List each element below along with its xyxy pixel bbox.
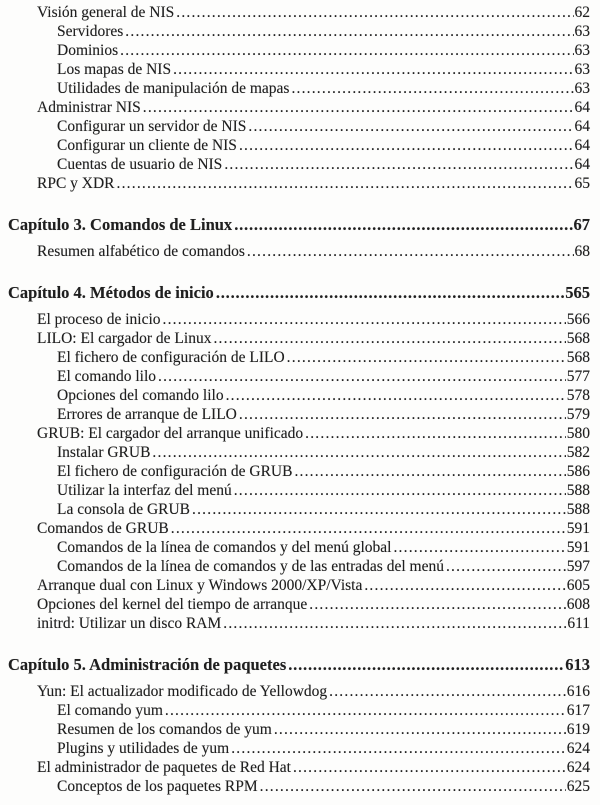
toc-entry-label: La consola de GRUB (57, 501, 191, 518)
toc-leader-dots (260, 777, 566, 796)
toc-entry-label: RPC y XDR (37, 175, 115, 192)
toc-entry-label: Los mapas de NIS (57, 61, 172, 78)
toc-leader-dots (171, 519, 566, 538)
toc-leader-dots (247, 242, 574, 261)
toc-leader-dots (293, 758, 566, 777)
toc-page-number: 617 (566, 702, 590, 719)
toc-leader-dots (291, 79, 573, 98)
toc-page-number: 605 (566, 577, 590, 594)
toc-leader-dots (163, 310, 566, 329)
toc-page-number: 64 (574, 137, 590, 154)
toc-chapter-row (8, 654, 590, 675)
toc-entry-label: Plugins y utilidades de yum (57, 740, 230, 757)
toc-entry-label: Configurar un cliente de NIS (57, 137, 237, 154)
toc-entry-label: Instalar GRUB (57, 444, 151, 461)
toc-page-number: 613 (565, 655, 590, 674)
toc-page-number: 568 (566, 349, 590, 366)
toc-page-number: 64 (574, 118, 590, 135)
toc-leader-dots (305, 424, 566, 443)
toc-page-number: 67 (573, 215, 590, 234)
toc-entry-label: Capítulo 5. Administración de paquetes (8, 655, 287, 674)
toc-leader-dots (288, 654, 564, 675)
toc-row (37, 424, 590, 443)
toc-page-number: 616 (566, 683, 590, 700)
toc-row (57, 117, 590, 136)
toc-entry-label: El comando yum (57, 702, 163, 719)
toc-row (37, 614, 590, 633)
toc-page-number: 586 (566, 463, 590, 480)
toc-entry-label: Yun: El actualizador modificado de Yellowdog (37, 683, 328, 700)
toc-entry-label: Opciones del kernel del tiempo de arranque (37, 596, 308, 613)
toc-row (57, 462, 590, 481)
toc-page-number: 608 (566, 596, 590, 613)
toc-leader-dots (226, 386, 566, 405)
toc-row (57, 41, 590, 60)
toc-entry-label: El administrador de paquetes de Red Hat (37, 759, 291, 776)
toc-entry-label: Resumen alfabético de comandos (37, 243, 245, 260)
toc-entry-label: Capítulo 4. Métodos de inicio (8, 283, 214, 302)
toc-chapter-row (8, 282, 590, 303)
toc-leader-dots (329, 682, 566, 701)
toc-row (37, 682, 590, 701)
toc-page-number: 619 (566, 721, 590, 738)
toc-row (57, 386, 590, 405)
toc-page-number: 578 (566, 387, 590, 404)
toc-leader-dots (143, 98, 574, 117)
toc-entry-label: Resumen de los comandos de yum (57, 721, 272, 738)
toc-entry-label: Conceptos de los paquetes RPM (57, 778, 258, 795)
toc-entry-label: Administrar NIS (37, 99, 141, 116)
toc-page-number: 68 (574, 243, 590, 260)
toc-entry-label: Comandos de la línea de comandos y de las entradas del menú (57, 558, 444, 575)
toc-entry-label: Utilizar la interfaz del menú (57, 482, 232, 499)
toc-row (37, 98, 590, 117)
toc-page-number: 64 (574, 99, 590, 116)
toc-row (37, 595, 590, 614)
toc-entry-label: GRUB: El cargador del arranque unificado (37, 425, 304, 442)
toc-leader-dots (294, 462, 565, 481)
toc-page-number: 62 (574, 4, 590, 21)
toc-leader-dots (446, 557, 566, 576)
toc-entry-label: LILO: El cargador de Linux (37, 330, 212, 347)
toc-row (37, 576, 590, 595)
toc-leader-dots (393, 538, 565, 557)
toc-page-number: 568 (566, 330, 590, 347)
toc-page-number: 566 (566, 311, 590, 328)
table-of-contents (8, 3, 590, 796)
toc-page-number: 624 (566, 740, 590, 757)
toc-chapter-row (8, 214, 590, 235)
toc-entry-label: El proceso de inicio (37, 311, 161, 328)
toc-leader-dots (234, 214, 572, 235)
toc-entry-label: Capítulo 3. Comandos de Linux (8, 215, 233, 234)
toc-page-number: 625 (566, 778, 590, 795)
toc-row (57, 701, 590, 720)
toc-leader-dots (165, 701, 566, 720)
toc-leader-dots (239, 405, 566, 424)
toc-leader-dots (364, 576, 565, 595)
toc-row (57, 60, 590, 79)
toc-entry-label: Dominios (57, 42, 119, 59)
toc-row (57, 720, 590, 739)
toc-entry-label: Servidores (57, 23, 124, 40)
toc-row (57, 136, 590, 155)
toc-leader-dots (152, 443, 565, 462)
toc-page-number: 63 (574, 80, 590, 97)
toc-entry-label: Comandos de la línea de comandos y del menú global (57, 539, 392, 556)
toc-leader-dots (231, 739, 566, 758)
toc-row (57, 557, 590, 576)
toc-row (57, 739, 590, 758)
toc-row (37, 242, 590, 261)
toc-leader-dots (216, 282, 564, 303)
toc-leader-dots (224, 155, 573, 174)
toc-row (57, 348, 590, 367)
toc-row (57, 481, 590, 500)
toc-leader-dots (274, 720, 566, 739)
toc-page-number: 565 (565, 283, 590, 302)
toc-leader-dots (125, 22, 573, 41)
toc-entry-label: Utilidades de manipulación de mapas (57, 80, 290, 97)
toc-page-number: 582 (566, 444, 590, 461)
toc-page-number: 64 (574, 156, 590, 173)
toc-leader-dots (176, 3, 573, 22)
toc-leader-dots (158, 367, 566, 386)
toc-page-number: 63 (574, 23, 590, 40)
toc-row (57, 155, 590, 174)
toc-page-number: 63 (574, 42, 590, 59)
toc-leader-dots (223, 614, 566, 633)
toc-row (37, 329, 590, 348)
toc-leader-dots (120, 41, 573, 60)
toc-entry-label: Comandos de GRUB (37, 520, 169, 537)
toc-page-number: 588 (566, 501, 590, 518)
toc-row (37, 310, 590, 329)
toc-page-number: 65 (574, 175, 590, 192)
toc-entry-label: Visión general de NIS (37, 4, 175, 21)
toc-page-number: 63 (574, 61, 590, 78)
toc-row (57, 79, 590, 98)
toc-row (57, 443, 590, 462)
toc-leader-dots (213, 329, 565, 348)
toc-page-number: 611 (567, 615, 590, 632)
toc-page-number: 580 (566, 425, 590, 442)
toc-leader-dots (173, 60, 573, 79)
toc-entry-label: El fichero de configuración de LILO (57, 349, 285, 366)
toc-row (57, 777, 590, 796)
toc-entry-label: El fichero de configuración de GRUB (57, 463, 293, 480)
toc-row (37, 519, 590, 538)
toc-page-number: 591 (566, 520, 590, 537)
toc-page-number: 579 (566, 406, 590, 423)
toc-row (57, 405, 590, 424)
toc-leader-dots (239, 136, 574, 155)
toc-leader-dots (287, 348, 566, 367)
toc-row (37, 3, 590, 22)
toc-row (57, 367, 590, 386)
toc-page-number: 624 (566, 759, 590, 776)
toc-entry-label: Opciones del comando lilo (57, 387, 224, 404)
toc-entry-label: initrd: Utilizar un disco RAM (37, 615, 222, 632)
toc-row (37, 174, 590, 193)
toc-row (37, 758, 590, 777)
toc-entry-label: Arranque dual con Linux y Windows 2000/XP/Vista (37, 577, 363, 594)
toc-row (57, 500, 590, 519)
toc-entry-label: Configurar un servidor de NIS (57, 118, 247, 135)
toc-leader-dots (309, 595, 565, 614)
toc-leader-dots (117, 174, 574, 193)
toc-row (57, 22, 590, 41)
toc-entry-label: El comando lilo (57, 368, 157, 385)
toc-entry-label: Errores de arranque de LILO (57, 406, 237, 423)
toc-leader-dots (192, 500, 566, 519)
toc-page-number: 588 (566, 482, 590, 499)
toc-leader-dots (248, 117, 573, 136)
toc-row (57, 538, 590, 557)
toc-entry-label: Cuentas de usuario de NIS (57, 156, 223, 173)
toc-page-number: 591 (566, 539, 590, 556)
toc-page-number: 577 (566, 368, 590, 385)
toc-leader-dots (234, 481, 566, 500)
toc-page-number: 597 (566, 558, 590, 575)
